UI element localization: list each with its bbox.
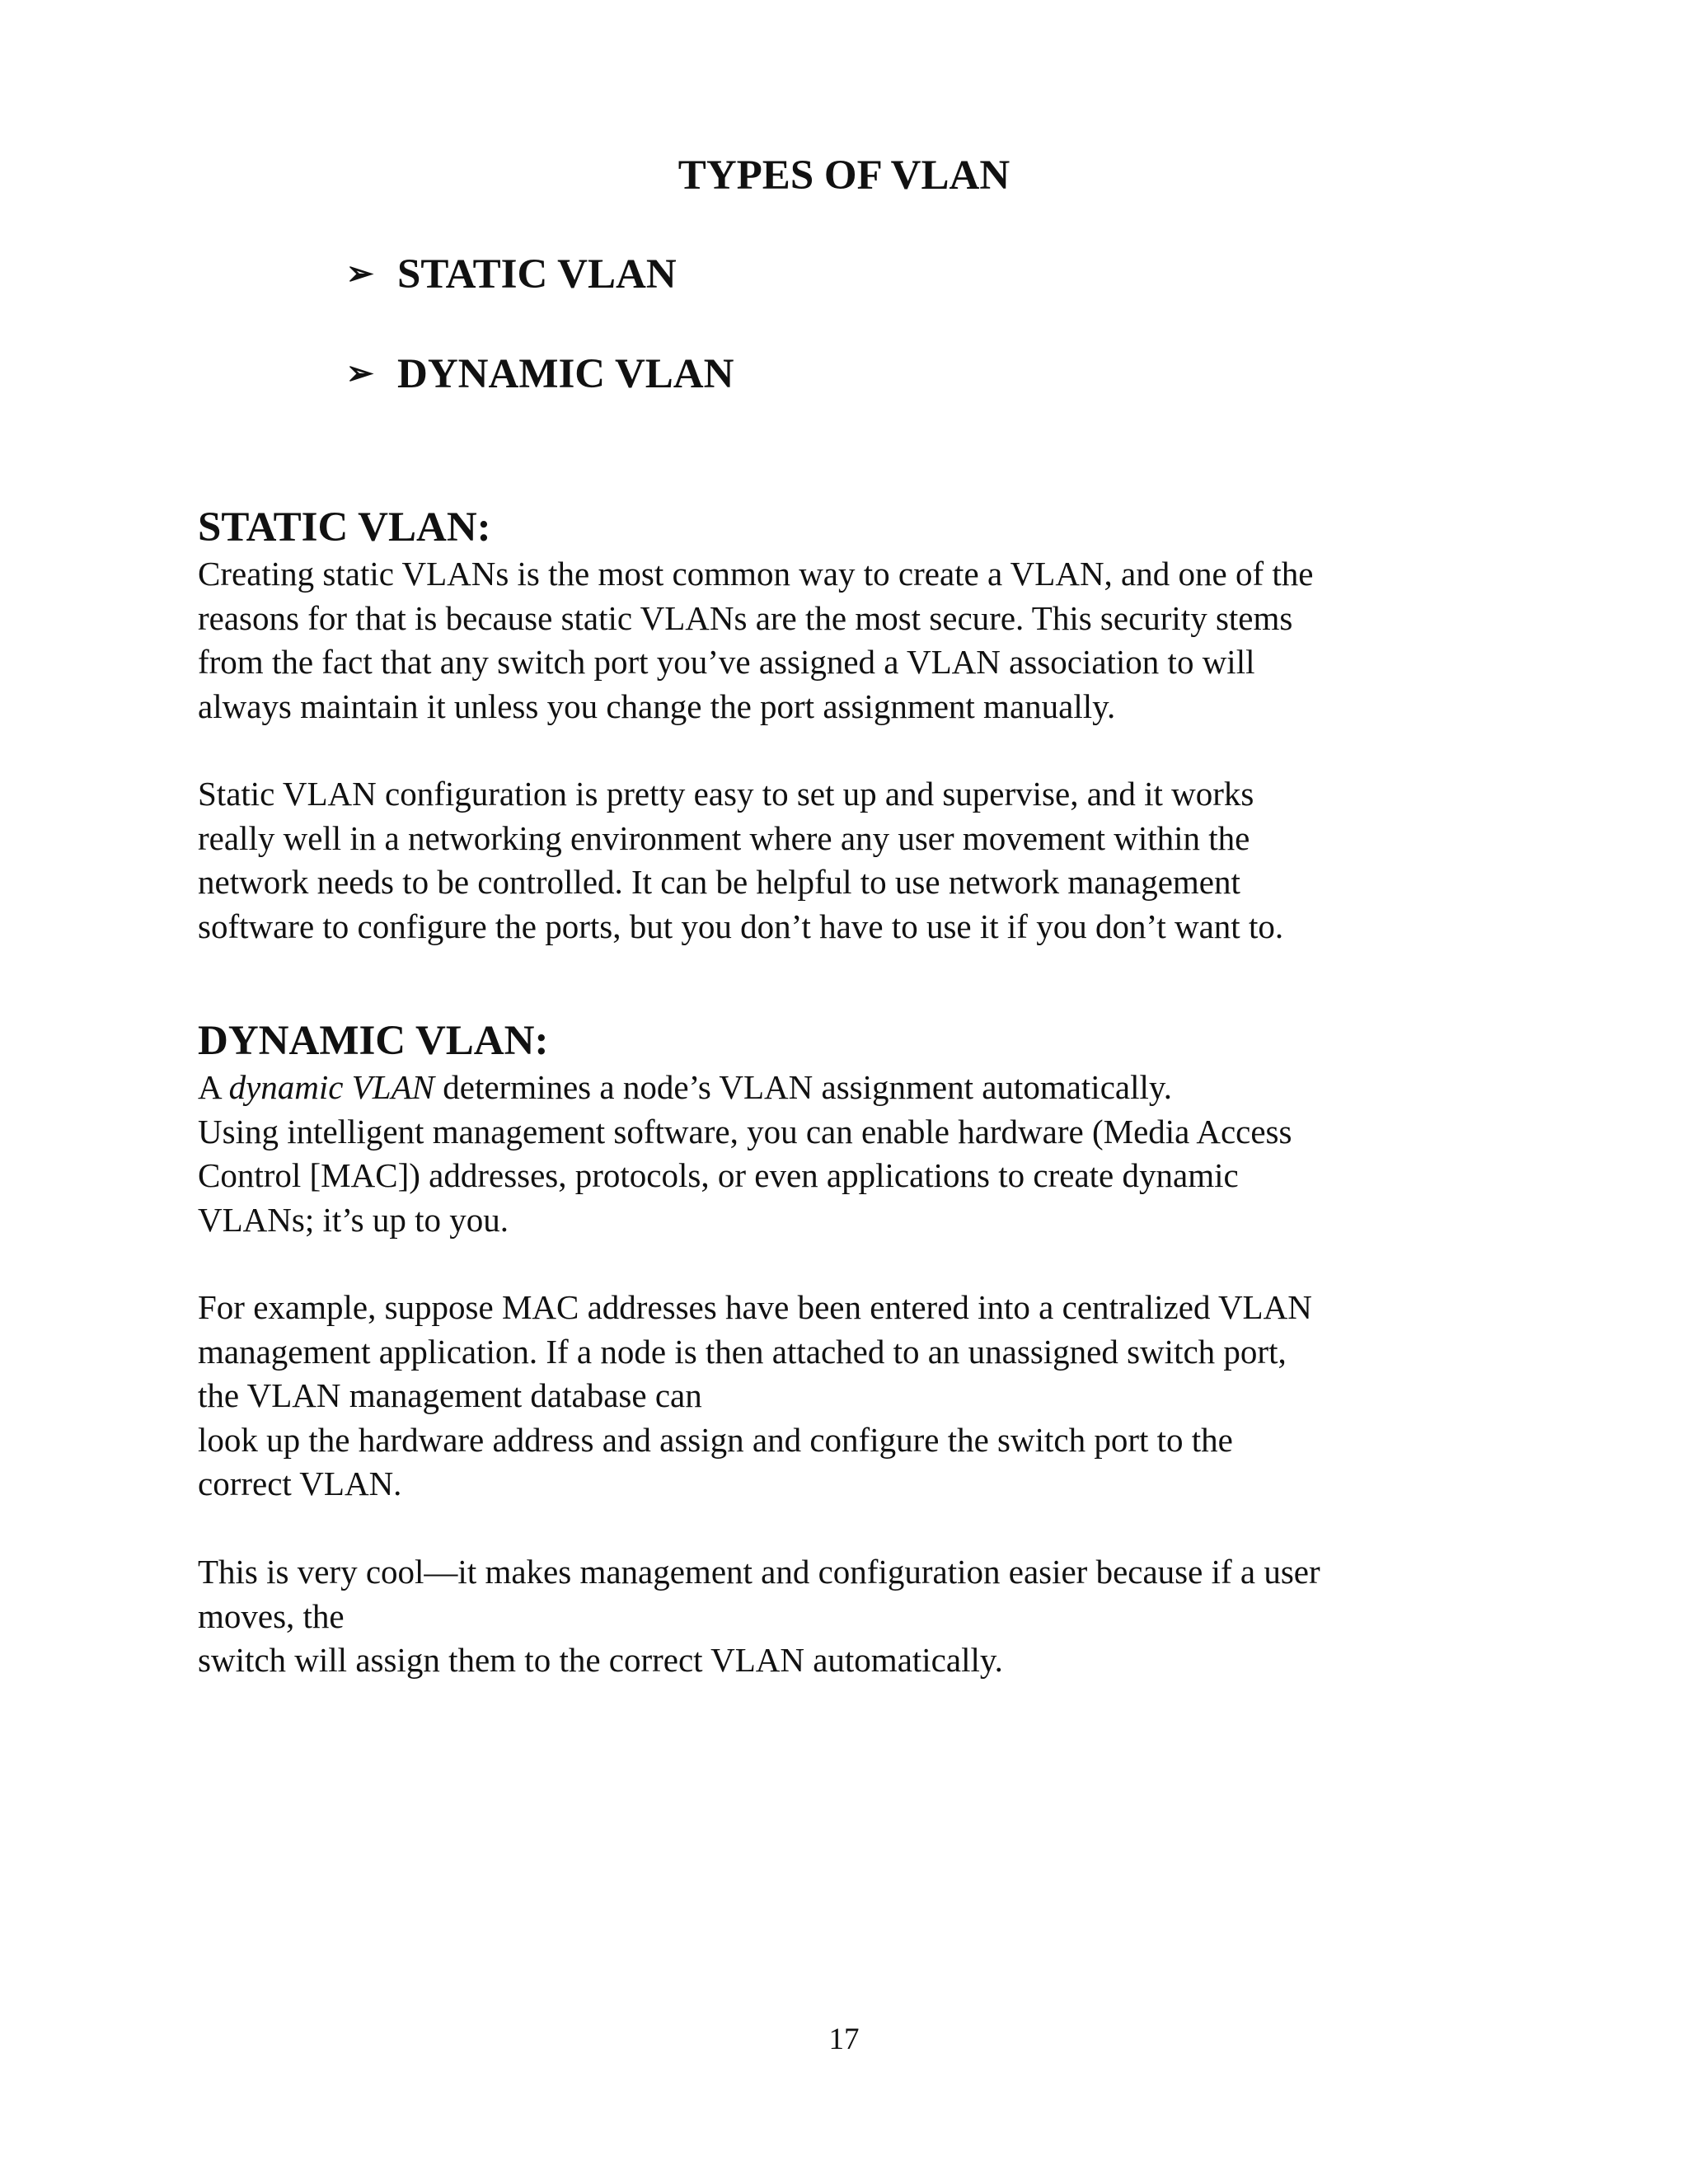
text-line: correct VLAN. (198, 1465, 402, 1502)
text-line: switch will assign them to the correct VLAN automatically. (198, 1641, 1003, 1679)
page-title: TYPES OF VLAN (678, 152, 1010, 199)
text-line: from the fact that any switch port you’ve assigned a VLAN association to will (198, 643, 1255, 681)
text-line: Using intelligent management software, you can enable hardware (Media Access (198, 1112, 1292, 1151)
text-line: This is very cool—it makes management and configuration easier because if a user (198, 1553, 1320, 1591)
arrow-bullet-icon: ➢ (346, 354, 374, 391)
text-line: reasons for that is because static VLANs are the most secure. This security stems (198, 598, 1293, 637)
dynamic-vlan-heading: DYNAMIC VLAN: (198, 1018, 549, 1064)
dynamic-paragraph-1 (198, 1066, 1517, 1242)
page-number: 17 (828, 2022, 860, 2056)
text-line: For example, suppose MAC addresses have been entered into a centralized VLAN (198, 1288, 1312, 1326)
dynamic-paragraph-3 (198, 1550, 1517, 1683)
arrow-bullet-icon: ➢ (346, 255, 374, 292)
static-vlan-heading: STATIC VLAN: (198, 504, 491, 551)
intro-rest: determines a node’s VLAN assignment automatically. (443, 1068, 1172, 1106)
text-line: software to configure the ports, but you don’t have to use it if you don’t want to. (198, 907, 1284, 945)
text-line: Control [MAC]) addresses, protocols, or even applications to create dynamic (198, 1156, 1239, 1194)
text-line: moves, the (198, 1596, 345, 1635)
text-line: the VLAN management database can (198, 1376, 702, 1414)
text-line: management application. If a node is then attached to an unassigned switch port, (198, 1332, 1287, 1371)
text-line: look up the hardware address and assign and configure the switch port to the (198, 1420, 1233, 1459)
static-paragraph-2 (198, 772, 1517, 949)
list-item-label: STATIC VLAN (397, 251, 677, 298)
text-line: Static VLAN configuration is pretty easy to set up and supervise, and it works (198, 775, 1254, 813)
dynamic-vlan-term: dynamic VLAN (228, 1068, 434, 1106)
text-line: network needs to be controlled. It can be helpful to use network management (198, 863, 1240, 901)
intro-article: A (198, 1068, 221, 1106)
text-line: really well in a networking environment where any user movement within the (198, 818, 1250, 857)
list-item-static-vlan (346, 245, 677, 303)
text-line: Creating static VLANs is the most common way to create a VLAN, and one of the (198, 555, 1314, 593)
text-line: always maintain it unless you change the port assignment manually. (198, 687, 1116, 725)
text-line: VLANs; it’s up to you. (198, 1200, 509, 1239)
static-paragraph-1 (198, 552, 1517, 729)
list-item-label: DYNAMIC VLAN (397, 351, 734, 397)
list-item-dynamic-vlan (346, 344, 734, 403)
dynamic-paragraph-2 (198, 1286, 1517, 1507)
text-line (198, 1066, 1517, 1110)
